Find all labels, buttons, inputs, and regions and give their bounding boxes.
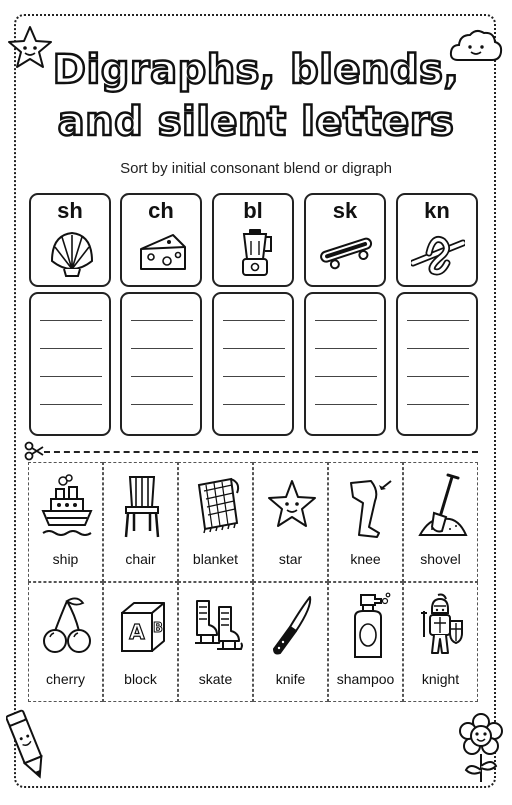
shampoo-icon (341, 591, 393, 663)
writing-line (223, 320, 285, 321)
page-title-line-1: Digraphs, blends, (52, 47, 460, 93)
writing-box-bl[interactable] (212, 292, 294, 436)
ship-icon (41, 471, 93, 543)
writing-line (40, 320, 102, 321)
writing-line (223, 404, 285, 405)
picture-card-shampoo[interactable] (328, 582, 403, 702)
knee-icon (341, 471, 393, 543)
picture-cards (28, 462, 478, 702)
category-label: sk (332, 198, 358, 223)
writing-line (223, 348, 285, 349)
writing-line (223, 376, 285, 377)
picture-card-star[interactable] (253, 462, 328, 582)
cut-line (44, 451, 478, 453)
card-word: star (278, 551, 303, 567)
card-word: knife (275, 671, 306, 687)
writing-line (40, 404, 102, 405)
picture-card-knight[interactable] (403, 582, 478, 702)
knight-icon (416, 591, 468, 663)
writing-line (407, 348, 469, 349)
writing-line (131, 348, 193, 349)
instructions: Sort by initial consonant blend or digraph (120, 160, 392, 177)
knot-icon (411, 227, 465, 279)
shell-icon (46, 227, 98, 279)
smiling-flower-icon (456, 712, 506, 784)
category-box-ch (120, 193, 202, 287)
writing-line (407, 404, 469, 405)
writing-line (131, 320, 193, 321)
category-label: bl (243, 198, 263, 223)
card-word: block (124, 671, 157, 687)
card-word: knight (421, 671, 460, 687)
card-word: skate (198, 671, 233, 687)
writing-line (40, 348, 102, 349)
writing-box-ch[interactable] (120, 292, 202, 436)
skateboard-icon (318, 227, 376, 279)
card-word: shovel (420, 551, 461, 567)
writing-line (315, 404, 377, 405)
picture-card-skate[interactable] (178, 582, 253, 702)
chair-icon (116, 471, 168, 543)
skate-icon (191, 591, 245, 663)
blanket-icon (191, 471, 245, 543)
category-box-kn (396, 193, 478, 287)
writing-box-sk[interactable] (304, 292, 386, 436)
knife-icon (266, 591, 318, 663)
shovel-icon (416, 471, 468, 543)
card-word: shampoo (336, 671, 395, 687)
card-word: blanket (192, 551, 239, 567)
category-label: ch (148, 198, 174, 223)
writing-box-kn[interactable] (396, 292, 478, 436)
star-icon (266, 471, 318, 543)
picture-card-knee[interactable] (328, 462, 403, 582)
cheese-icon (137, 227, 189, 279)
writing-line (407, 376, 469, 377)
writing-line (407, 320, 469, 321)
card-word: knee (350, 551, 381, 567)
category-label: sh (57, 198, 83, 223)
picture-card-blanket[interactable] (178, 462, 253, 582)
category-box-sk (304, 193, 386, 287)
writing-line (315, 348, 377, 349)
picture-card-ship[interactable] (28, 462, 103, 582)
category-box-sh (29, 193, 111, 287)
writing-line (315, 320, 377, 321)
card-word: chair (125, 551, 156, 567)
blender-icon (229, 227, 281, 279)
writing-line (315, 376, 377, 377)
writing-box-sh[interactable] (29, 292, 111, 436)
picture-card-block[interactable] (103, 582, 178, 702)
page-title-line-2: and silent letters (57, 99, 455, 145)
picture-card-knife[interactable] (253, 582, 328, 702)
category-box-bl (212, 193, 294, 287)
picture-card-shovel[interactable] (403, 462, 478, 582)
scissors-icon (24, 440, 44, 462)
category-label: kn (424, 198, 450, 223)
card-word: ship (52, 551, 79, 567)
picture-card-chair[interactable] (103, 462, 178, 582)
block-letter-b: B (153, 621, 163, 636)
card-word: cherry (46, 671, 85, 687)
smiling-pencil-icon (6, 705, 48, 785)
block-letter-a: A (129, 620, 145, 644)
block-icon (116, 591, 168, 663)
writing-line (40, 376, 102, 377)
writing-line (131, 404, 193, 405)
writing-line (131, 376, 193, 377)
cherry-icon (41, 591, 93, 663)
picture-card-cherry[interactable] (28, 582, 103, 702)
